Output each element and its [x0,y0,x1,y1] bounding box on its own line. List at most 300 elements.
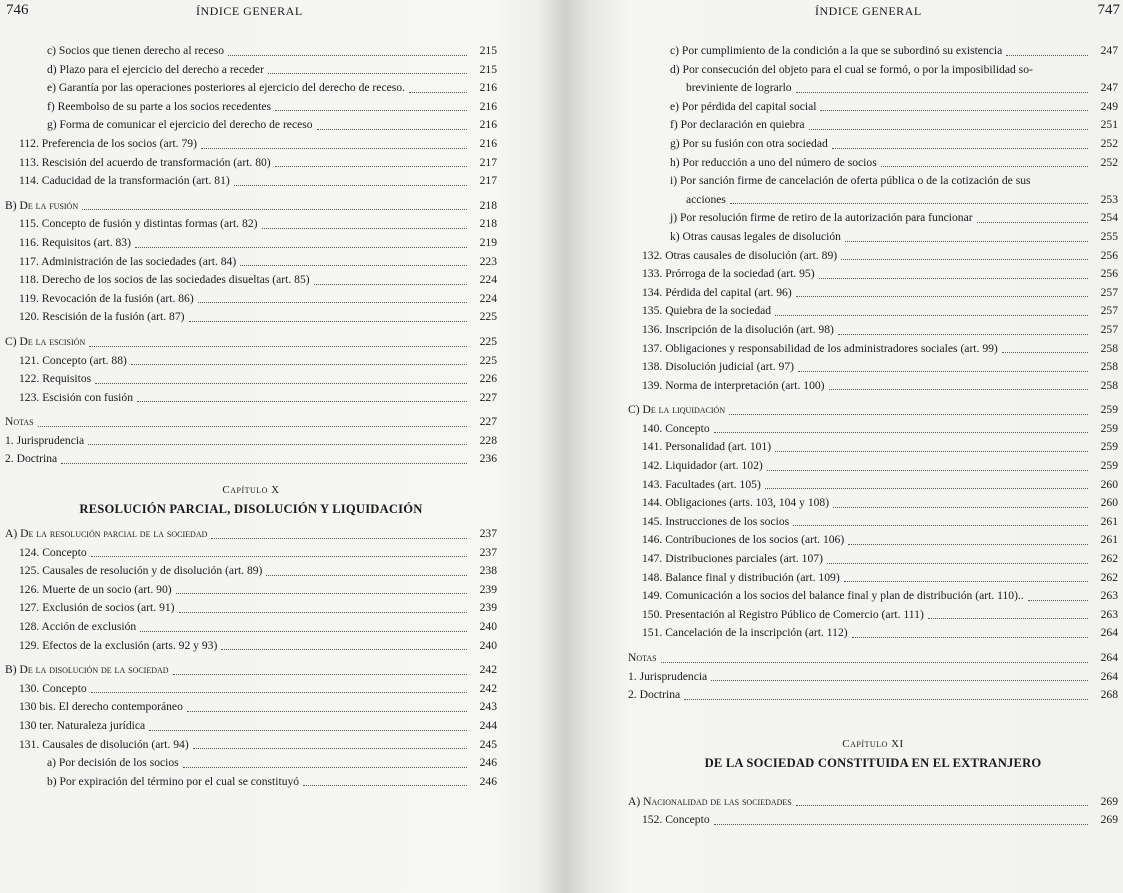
toc-page-number: 264 [1100,626,1118,640]
toc-entry-title: g) Por su fusión con otra sociedad [670,136,828,150]
dot-leader [841,257,1088,260]
toc-entry [5,389,497,408]
dot-leader [829,387,1088,390]
toc-entry-title: 132. Otras causales de disolución (art. 89) [642,248,838,262]
dot-leader [88,442,467,445]
toc-entry-title: 147. Distribuciones parciales (art. 107) [642,552,823,566]
dot-leader [820,108,1088,111]
toc-entry [5,618,497,637]
toc-page-number: 264 [1100,651,1118,664]
toc-page-number: 223 [479,254,497,268]
toc-page-number: 216 [479,81,497,95]
toc-entry-title: 118. Derecho de los socios de las sociedades disueltas (art. 85) [19,273,310,287]
toc-page-number: 269 [1100,813,1118,827]
toc-page-number: 242 [479,663,497,677]
dot-leader [730,201,1088,204]
dot-leader [173,672,467,675]
toc-page-number: 252 [1100,136,1118,150]
toc-page-number: 216 [479,118,497,132]
toc-entry-title: g) Forma de comunicar el ejercicio del derecho de receso [47,118,313,132]
toc-entry-title: 149. Comunicación a los socios del balance final y plan de distribución (art. 110).. [642,589,1024,603]
toc-page-number: 239 [479,582,497,596]
toc-section-heading [5,661,497,680]
toc-entry-title: 122. Requisitos [19,372,92,386]
dot-leader [275,164,467,167]
toc-page-number: 239 [479,601,497,615]
toc-entry [628,265,1118,284]
toc-page-number: 244 [479,719,497,732]
toc-entry-title: 124. Concepto [19,545,87,559]
toc-entry-title: 130 ter. Naturaleza jurídica [19,719,146,732]
toc-entry-title: 130 bis. El derecho contemporáneo [19,700,183,714]
chapter-title: DE LA SOCIEDAD CONSTITUIDA EN EL EXTRANJERO [704,755,1042,770]
toc-entry [5,116,497,135]
toc-entry [628,624,1118,643]
toc-entry-title: A) Nacionalidad de las sociedades [628,794,792,808]
toc-entry-title: 137. Obligaciones y responsabilidad de los administradores sociales (art. 99) [642,341,998,355]
toc-page-number: 218 [479,198,497,212]
dot-leader [211,536,467,539]
toc-entry [5,215,497,234]
dot-leader [317,127,467,130]
dot-leader [796,803,1088,806]
toc-page-number: 255 [1100,229,1118,243]
toc-page-number: 268 [1100,688,1118,702]
toc-page-number: 227 [479,415,497,429]
toc-page-number: 249 [1100,99,1118,113]
toc-entry [628,116,1118,135]
toc-entry [5,432,497,451]
toc-entry [5,599,497,618]
toc-page-number: 258 [1100,341,1118,355]
toc-page-number: 259 [1100,403,1118,417]
toc-page-number: 216 [479,136,497,150]
toc-entry [628,61,1118,80]
toc-page-number: 261 [1100,514,1118,528]
toc-entry [628,420,1118,439]
toc-page-number: 259 [1100,440,1118,454]
toc-page-number: 262 [1100,570,1118,584]
dot-leader [262,226,468,229]
dot-leader [189,319,468,322]
toc-entry-title: 134. Pérdida del capital (art. 96) [642,285,792,299]
dot-leader [1002,350,1088,353]
toc-entry [628,284,1118,303]
toc-entry [5,450,497,469]
toc-entry [5,42,497,61]
toc-entry [5,352,497,371]
toc-page-number: 257 [1100,304,1118,318]
dot-leader [303,783,467,786]
dot-leader [275,108,467,111]
toc-entry-title: Notas [628,651,657,664]
dot-leader [234,183,467,186]
dot-leader [198,300,467,303]
toc-entry-title: i) Por sanción firme de cancelación de oferta pública o de la cotización de sus [670,174,1031,188]
toc-page-number: 224 [479,291,497,305]
toc-page-number: 260 [1100,477,1118,491]
toc-entry-title: 113. Rescisión del acuerdo de transformación (art. 80) [19,155,271,169]
toc-entry [628,550,1118,569]
toc-entry [628,228,1118,247]
dot-leader [845,239,1088,242]
toc-entry [628,668,1118,687]
toc-entry [5,290,497,309]
toc-entry [628,606,1118,625]
dot-leader [881,164,1088,167]
dot-leader [38,424,467,427]
dot-leader [796,294,1088,297]
toc-entry [628,42,1118,61]
toc-entry-title: B) De la fusión [5,198,79,212]
page-number: 746 [6,2,29,18]
toc-entry [628,438,1118,457]
toc-entry-title: f) Reembolso de su parte a los socios recedentes [47,99,272,113]
dot-leader [819,276,1088,279]
toc-entry-title: 120. Rescisión de la fusión (art. 87) [19,310,185,324]
toc-page-number: 245 [479,737,497,751]
toc-entry [628,209,1118,228]
toc-entry-title: b) Por expiración del término por el cual se constituyó [47,774,300,788]
toc-entry [628,811,1118,830]
running-head: ÍNDICE GENERAL [815,4,922,18]
toc-entry-title: c) Socios que tienen derecho al receso [47,44,225,57]
toc-entry [628,457,1118,476]
dot-leader [131,362,467,365]
left-page [0,0,500,893]
dot-leader [711,678,1088,681]
toc-entry-title: 145. Instrucciones de los socios [642,514,790,528]
toc-entry-title: d) Plazo para el ejercicio del derecho a receder [47,62,264,76]
dot-leader [775,313,1088,316]
toc-page-number: 225 [479,353,497,367]
right-page [600,0,1123,893]
toc-page-number: 225 [479,334,497,348]
page-number: 747 [1097,2,1120,18]
dot-leader [798,369,1088,372]
dot-leader [714,430,1088,433]
dot-leader [809,127,1088,130]
dot-leader [135,245,467,248]
running-head: ÍNDICE GENERAL [196,4,303,18]
dot-leader [95,381,467,384]
toc-entry [5,637,497,656]
toc-entry-title: 115. Concepto de fusión y distintas formas (art. 82) [19,217,258,231]
toc-section-heading [5,197,497,216]
toc-section-heading [628,401,1118,420]
dot-leader [149,728,467,731]
toc-page-number: 251 [1100,118,1118,132]
dot-leader [1028,598,1088,601]
toc-page-number: 219 [479,235,497,249]
toc-entry-title: 123. Escisión con fusión [19,390,133,404]
toc-page-number: 263 [1100,589,1118,603]
chapter-label: Capítulo XI [842,737,904,750]
toc-entry [5,271,497,290]
toc-entry [628,191,1118,210]
toc-entry-title: 125. Causales de resolución y de disolución (art. 89) [19,564,263,578]
toc-page-number: 252 [1100,155,1118,169]
toc-page-number: 257 [1100,285,1118,299]
toc-section-heading [5,525,497,544]
dot-leader [228,53,467,56]
dot-leader [176,591,467,594]
toc-entry-title: 126. Muerte de un socio (art. 90) [19,582,172,596]
toc-page-number: 260 [1100,496,1118,510]
toc-page-number: 247 [1100,81,1118,95]
toc-entry-title: a) Por decisión de los socios [47,756,179,770]
toc-entry-title: 135. Quiebra de la sociedad [642,304,772,318]
toc-entry [5,581,497,600]
toc-entry-title: j) Por resolución firme de retiro de la autorización para funcionar [670,211,973,225]
toc-page-number: 215 [479,62,497,76]
toc-entry [628,377,1118,396]
dot-leader [848,542,1088,545]
toc-page-number: 218 [479,217,497,231]
dot-leader [82,207,467,210]
dot-leader [183,765,467,768]
toc-section-heading [628,649,1118,668]
toc-entry-title: 129. Efectos de la exclusión (arts. 92 y 93) [19,638,218,652]
toc-entry-title: 116. Requisitos (art. 83) [19,235,131,249]
toc-entry-title: 143. Facultades (art. 105) [642,477,761,491]
toc-entry-title: 140. Concepto [642,421,710,435]
toc-page-number: 263 [1100,607,1118,621]
toc-page-number: 215 [479,44,497,57]
toc-page-number: 254 [1100,211,1118,225]
toc-page-number: 240 [479,620,497,634]
toc-page-number: 237 [479,545,497,559]
toc-page-number: 258 [1100,360,1118,374]
toc-entry-title: Notas [5,415,34,429]
toc-entry-title: d) Por consecución del objeto para el cual se formó, o por la imposibilidad so- [670,62,1033,76]
toc-page-number: 258 [1100,378,1118,392]
dot-leader [729,412,1088,415]
dot-leader [765,486,1088,489]
dot-leader [201,146,467,149]
toc-page-number: 243 [479,700,497,714]
toc-entry [628,135,1118,154]
chapter-title: RESOLUCIÓN PARCIAL, DISOLUCIÓN Y LIQUIDACIÓN [79,502,423,517]
dot-leader [928,616,1088,619]
toc-entry [5,234,497,253]
toc-list [628,42,1118,830]
toc-page-number: 261 [1100,533,1118,547]
toc-page-number: 246 [479,774,497,788]
toc-entry-title: 146. Contribuciones de los socios (art. 106) [642,533,845,547]
toc-entry-title: e) Garantía por las operaciones posteriores al ejercicio del derecho de receso. [47,81,405,95]
toc-entry [628,531,1118,550]
dot-leader [852,635,1088,638]
toc-page-number: 216 [479,99,497,113]
dot-leader [977,220,1088,223]
toc-entry [5,562,497,581]
toc-entry [628,321,1118,340]
toc-entry [628,302,1118,321]
toc-entry-title: 112. Preferencia de los socios (art. 79) [19,136,197,150]
toc-entry [628,569,1118,588]
toc-entry-title: B) De la disolución de la sociedad [5,663,169,677]
toc-entry-title: e) Por pérdida del capital social [670,99,817,113]
toc-entry [5,154,497,173]
toc-page-number: 259 [1100,421,1118,435]
toc-entry-title: 131. Causales de disolución (art. 94) [19,737,189,751]
toc-entry-title: acciones [686,192,726,206]
toc-entry-title: h) Por reducción a uno del número de socios [670,155,877,169]
chapter-label: Capítulo X [222,484,280,497]
toc-entry [628,340,1118,359]
toc-page-number: 227 [479,390,497,404]
toc-entry [5,680,497,699]
toc-entry [628,79,1118,98]
toc-entry-title: 136. Inscripción de la disolución (art. 98) [642,322,834,336]
toc-page-number: 259 [1100,459,1118,473]
toc-section-heading [628,793,1118,812]
dot-leader [61,461,467,464]
dot-leader [137,399,467,402]
dot-leader [661,660,1088,663]
toc-page-number: 217 [479,155,497,169]
toc-page-number: 228 [479,433,497,447]
dot-leader [193,746,467,749]
toc-entry [628,98,1118,117]
toc-entry [5,61,497,80]
dot-leader [833,505,1088,508]
toc-entry [5,98,497,117]
dot-leader [832,146,1088,149]
dot-leader [684,697,1088,700]
toc-entry [628,513,1118,532]
toc-entry-title: 128. Acción de exclusión [19,620,137,634]
toc-entry [5,172,497,191]
toc-page-number: 224 [479,273,497,287]
toc-entry [628,494,1118,513]
toc-entry-title: 121. Concepto (art. 88) [19,353,127,367]
toc-entry [5,736,497,755]
toc-page-number: 262 [1100,552,1118,566]
toc-entry-title: 142. Liquidador (art. 102) [642,459,763,473]
toc-entry [5,253,497,272]
dot-leader [187,709,467,712]
toc-entry-title: 139. Norma de interpretación (art. 100) [642,378,825,392]
toc-entry-title: 148. Balance final y distribución (art. 109) [642,570,840,584]
toc-entry [628,686,1118,705]
dot-leader [844,579,1088,582]
toc-entry-title: breviniente de lograrlo [686,81,792,95]
toc-page-number: 238 [479,564,497,578]
toc-entry [5,370,497,389]
toc-entry [5,717,497,736]
dot-leader [714,822,1088,825]
toc-section-heading [5,333,497,352]
toc-entry [5,135,497,154]
toc-page-number: 236 [479,452,497,466]
dot-leader [91,554,467,557]
toc-entry [5,79,497,98]
dot-leader [767,468,1088,471]
toc-entry-title: 2. Doctrina [628,688,681,702]
toc-entry [5,773,497,792]
toc-entry [628,172,1118,191]
dot-leader [1006,53,1088,56]
toc-page-number: 225 [479,310,497,324]
toc-entry-title: 138. Disolución judicial (art. 97) [642,360,794,374]
toc-page-number: 237 [479,527,497,541]
toc-page-number: 257 [1100,322,1118,336]
dot-leader [268,71,467,74]
toc-entry [5,698,497,717]
toc-entry [5,544,497,563]
toc-page-number: 256 [1100,248,1118,262]
toc-entry-title: A) De la resolución parcial de la sociedad [5,527,208,541]
dot-leader [140,629,467,632]
toc-page-number: 247 [1100,44,1118,57]
toc-entry-title: 2. Doctrina [5,452,58,466]
toc-entry-title: 119. Revocación de la fusión (art. 86) [19,291,194,305]
dot-leader [179,610,467,613]
toc-page-number: 246 [479,756,497,770]
toc-page-number: 226 [479,372,497,386]
dot-leader [775,449,1088,452]
toc-entry [628,247,1118,266]
toc-entry-title: 152. Concepto [642,813,710,827]
toc-section [628,42,1118,705]
toc-list [5,42,497,791]
toc-entry-title: 141. Personalidad (art. 101) [642,440,772,454]
toc-entry [5,308,497,327]
toc-entry-title: f) Por declaración en quiebra [670,118,805,132]
toc-page-number: 240 [479,638,497,652]
toc-entry [628,358,1118,377]
dot-leader [314,282,467,285]
toc-entry-title: 144. Obligaciones (arts. 103, 104 y 108) [642,496,830,510]
dot-leader [838,332,1088,335]
toc-entry-title: 1. Jurisprudencia [5,433,85,447]
dot-leader [221,647,467,650]
toc-section [628,793,1118,830]
dot-leader [91,690,467,693]
toc-entry-title: k) Otras causas legales de disolución [670,229,841,243]
toc-entry-title: 130. Concepto [19,681,87,695]
dot-leader [240,263,467,266]
toc-page-number: 264 [1100,669,1118,683]
dot-leader [793,523,1088,526]
dot-leader [409,90,467,93]
dot-leader [796,90,1088,93]
toc-entry [5,754,497,773]
dot-leader [266,573,467,576]
toc-page-number: 217 [479,174,497,188]
toc-entry [628,587,1118,606]
toc-section-heading [5,413,497,432]
toc-entry-title: 1. Jurisprudencia [628,669,708,683]
toc-entry-title: 151. Cancelación de la inscripción (art. 112) [642,626,848,640]
dot-leader [827,561,1088,564]
toc-page-number: 269 [1100,794,1118,808]
toc-page-number: 253 [1100,192,1118,206]
toc-entry-title: c) Por cumplimiento de la condición a la que se subordinó su existencia [670,44,1003,57]
toc-entry-title: 117. Administración de las sociedades (art. 84) [19,254,237,268]
toc-section [5,525,497,791]
toc-entry-title: 133. Prórroga de la sociedad (art. 95) [642,267,815,281]
toc-page-number: 256 [1100,267,1118,281]
toc-entry-title: 127. Exclusión de socios (art. 91) [19,601,175,615]
toc-section [5,42,497,469]
toc-entry [628,476,1118,495]
toc-entry-title: 150. Presentación al Registro Público de Comercio (art. 111) [642,607,924,621]
toc-entry-title: 114. Caducidad de la transformación (art. 81) [19,174,230,188]
toc-page-number: 242 [479,681,497,695]
